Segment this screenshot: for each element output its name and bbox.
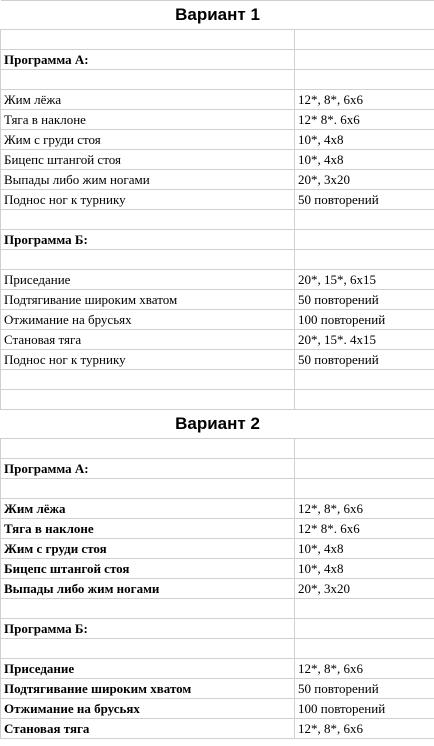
cell[interactable] [295,439,434,459]
empty-row [1,210,434,230]
cell[interactable] [1,439,295,459]
program-row [1,230,434,250]
empty-row [1,370,434,390]
empty-row [1,70,434,90]
exercise-row [1,559,434,579]
empty-row [1,250,434,270]
empty-row [1,30,434,50]
cell[interactable] [295,230,434,250]
cell[interactable] [295,50,434,70]
exercise-row [1,150,434,170]
exercise-row [1,539,434,559]
cell[interactable] [295,390,434,410]
variant-title: Вариант 2 [1,410,434,439]
exercise-sets[interactable]: 10*, 4х8 [295,559,434,579]
exercise-name[interactable]: Подтягивание широким хватом [1,679,295,699]
empty-row [1,599,434,619]
exercise-sets[interactable]: 20*, 15*. 4х15 [295,330,434,350]
exercise-row [1,310,434,330]
cell[interactable] [1,479,295,499]
empty-row [1,390,434,410]
exercise-row [1,519,434,539]
cell[interactable] [1,250,295,270]
cell[interactable] [1,390,295,410]
exercise-sets[interactable]: 12*, 8*, 6х6 [295,719,434,739]
exercise-row [1,330,434,350]
cell[interactable] [295,639,434,659]
exercise-sets[interactable]: 20*, 3х20 [295,170,434,190]
exercise-name[interactable]: Отжимание на брусьях [1,699,295,719]
program-title[interactable]: Программа Б: [1,230,295,250]
exercise-sets[interactable]: 10*, 4х8 [295,130,434,150]
program-title[interactable]: Программа Б: [1,619,295,639]
exercise-row [1,499,434,519]
exercise-sets[interactable]: 100 повторений [295,699,434,719]
exercise-name[interactable]: Подтягивание широким хватом [1,290,295,310]
program-title[interactable]: Программа А: [1,50,295,70]
cell[interactable] [1,210,295,230]
exercise-sets[interactable]: 50 повторений [295,290,434,310]
exercise-row [1,350,434,370]
exercise-name[interactable]: Выпады либо жим ногами [1,170,295,190]
exercise-row [1,659,434,679]
cell[interactable] [1,599,295,619]
exercise-sets[interactable]: 12* 8*. 6х6 [295,519,434,539]
program-title[interactable]: Программа А: [1,459,295,479]
exercise-name[interactable]: Становая тяга [1,719,295,739]
exercise-name[interactable]: Тяга в наклоне [1,519,295,539]
exercise-name[interactable]: Бицепс штангой стоя [1,559,295,579]
cell[interactable] [295,599,434,619]
cell[interactable] [1,30,295,50]
empty-row [1,439,434,459]
cell[interactable] [295,370,434,390]
exercise-row [1,130,434,150]
exercise-name[interactable]: Поднос ног к турнику [1,190,295,210]
empty-row [1,479,434,499]
program-row [1,619,434,639]
exercise-sets[interactable]: 100 повторений [295,310,434,330]
cell[interactable] [295,619,434,639]
exercise-name[interactable]: Поднос ног к турнику [1,350,295,370]
exercise-name[interactable]: Приседание [1,659,295,679]
cell[interactable] [295,459,434,479]
exercise-sets[interactable]: 50 повторений [295,679,434,699]
exercise-name[interactable]: Жим лёжа [1,499,295,519]
variant-2-header-row [1,410,434,439]
exercise-name[interactable]: Жим с груди стоя [1,539,295,559]
cell[interactable] [1,70,295,90]
program-row [1,50,434,70]
exercise-name[interactable]: Выпады либо жим ногами [1,579,295,599]
exercise-sets[interactable]: 12*, 8*, 6х6 [295,90,434,110]
exercise-sets[interactable]: 20*, 3х20 [295,579,434,599]
cell[interactable] [1,639,295,659]
exercise-sets[interactable]: 10*, 4х8 [295,539,434,559]
exercise-sets[interactable]: 12*, 8*, 6х6 [295,499,434,519]
exercise-name[interactable]: Жим лёжа [1,90,295,110]
cell[interactable] [295,70,434,90]
exercise-name[interactable]: Жим с груди стоя [1,130,295,150]
cell[interactable] [295,210,434,230]
variant-title: Вариант 1 [1,1,434,30]
exercise-row [1,90,434,110]
exercise-name[interactable]: Тяга в наклоне [1,110,295,130]
program-row [1,459,434,479]
variant-1-header-row [1,1,434,30]
exercise-sets[interactable]: 20*, 15*, 6х15 [295,270,434,290]
exercise-row [1,110,434,130]
exercise-row [1,579,434,599]
exercise-name[interactable]: Отжимание на брусьях [1,310,295,330]
cell[interactable] [295,479,434,499]
exercise-name[interactable]: Приседание [1,270,295,290]
exercise-sets[interactable]: 12*, 8*, 6х6 [295,659,434,679]
cell[interactable] [295,250,434,270]
exercise-row [1,170,434,190]
cell[interactable] [1,370,295,390]
exercise-name[interactable]: Бицепс штангой стоя [1,150,295,170]
exercise-name[interactable]: Становая тяга [1,330,295,350]
exercise-row [1,270,434,290]
cell[interactable] [295,30,434,50]
exercise-row [1,699,434,719]
exercise-sets[interactable]: 50 повторений [295,350,434,370]
exercise-sets[interactable]: 12* 8*. 6х6 [295,110,434,130]
exercise-sets[interactable]: 10*, 4х8 [295,150,434,170]
exercise-row [1,719,434,739]
exercise-sets[interactable]: 50 повторений [295,190,434,210]
empty-row [1,639,434,659]
exercise-row [1,190,434,210]
exercise-row [1,679,434,699]
exercise-row [1,290,434,310]
